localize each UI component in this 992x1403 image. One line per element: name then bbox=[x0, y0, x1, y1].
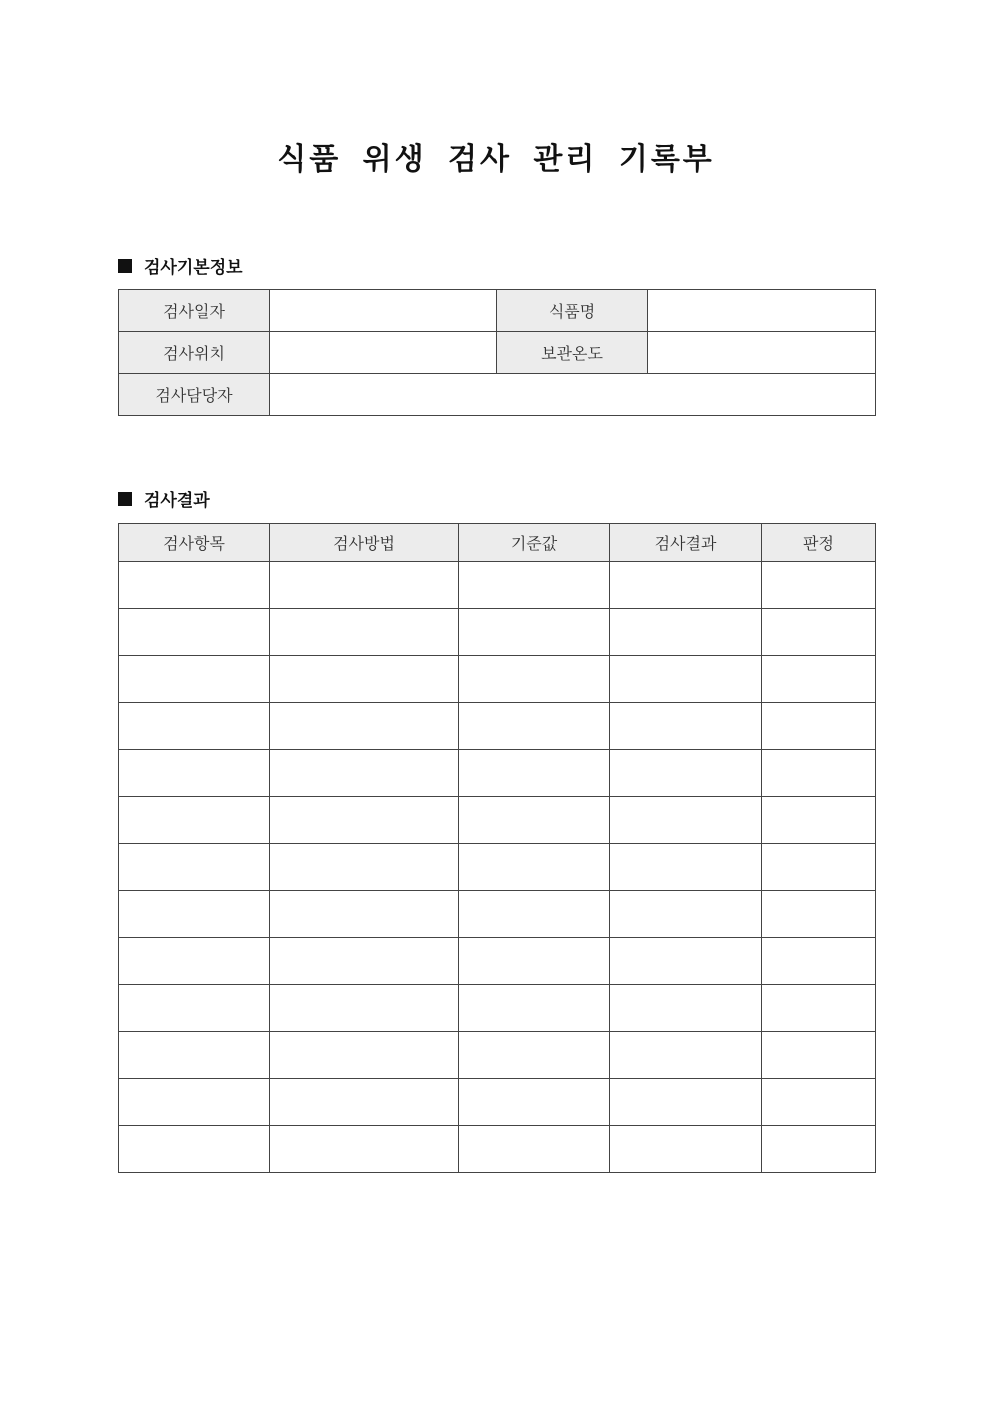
method-cell[interactable] bbox=[270, 609, 459, 656]
standard-cell[interactable] bbox=[459, 562, 610, 609]
judgment-cell[interactable] bbox=[762, 797, 876, 844]
result-cell[interactable] bbox=[610, 562, 762, 609]
column-header-item: 검사항목 bbox=[119, 524, 270, 562]
result-cell[interactable] bbox=[610, 609, 762, 656]
section-heading-label: 검사기본정보 bbox=[144, 258, 243, 278]
judgment-cell[interactable] bbox=[762, 750, 876, 797]
table-row bbox=[119, 703, 876, 750]
judgment-cell[interactable] bbox=[762, 1079, 876, 1126]
table-row bbox=[119, 562, 876, 609]
method-cell[interactable] bbox=[270, 562, 459, 609]
method-cell[interactable] bbox=[270, 938, 459, 985]
table-row bbox=[119, 938, 876, 985]
method-cell[interactable] bbox=[270, 656, 459, 703]
column-header-judgment: 판정 bbox=[762, 524, 876, 562]
judgment-cell[interactable] bbox=[762, 609, 876, 656]
section-heading-label: 검사결과 bbox=[144, 491, 210, 511]
result-cell[interactable] bbox=[610, 750, 762, 797]
square-bullet-icon bbox=[118, 492, 132, 506]
method-cell[interactable] bbox=[270, 703, 459, 750]
method-cell[interactable] bbox=[270, 797, 459, 844]
item-cell[interactable] bbox=[119, 844, 270, 891]
results-table bbox=[118, 523, 876, 1173]
method-cell[interactable] bbox=[270, 1079, 459, 1126]
table-row bbox=[119, 290, 876, 332]
results-table-body bbox=[119, 562, 876, 1173]
standard-cell[interactable] bbox=[459, 1032, 610, 1079]
table-row bbox=[119, 332, 876, 374]
column-header-standard: 기준값 bbox=[459, 524, 610, 562]
judgment-cell[interactable] bbox=[762, 703, 876, 750]
item-cell[interactable] bbox=[119, 797, 270, 844]
table-row bbox=[119, 1079, 876, 1126]
judgment-cell[interactable] bbox=[762, 1126, 876, 1173]
result-cell[interactable] bbox=[610, 703, 762, 750]
result-cell[interactable] bbox=[610, 985, 762, 1032]
result-cell[interactable] bbox=[610, 891, 762, 938]
standard-cell[interactable] bbox=[459, 703, 610, 750]
judgment-cell[interactable] bbox=[762, 1032, 876, 1079]
standard-cell[interactable] bbox=[459, 1126, 610, 1173]
table-row bbox=[119, 844, 876, 891]
standard-cell[interactable] bbox=[459, 891, 610, 938]
method-cell[interactable] bbox=[270, 1032, 459, 1079]
table-row bbox=[119, 985, 876, 1032]
inspection-location-field[interactable] bbox=[270, 332, 497, 374]
result-cell[interactable] bbox=[610, 656, 762, 703]
standard-cell[interactable] bbox=[459, 609, 610, 656]
item-cell[interactable] bbox=[119, 562, 270, 609]
judgment-cell[interactable] bbox=[762, 891, 876, 938]
table-row bbox=[119, 797, 876, 844]
judgment-cell[interactable] bbox=[762, 985, 876, 1032]
standard-cell[interactable] bbox=[459, 797, 610, 844]
standard-cell[interactable] bbox=[459, 656, 610, 703]
table-row bbox=[119, 609, 876, 656]
item-cell[interactable] bbox=[119, 1032, 270, 1079]
column-header-method: 검사방법 bbox=[270, 524, 459, 562]
method-cell[interactable] bbox=[270, 891, 459, 938]
item-cell[interactable] bbox=[119, 656, 270, 703]
result-cell[interactable] bbox=[610, 797, 762, 844]
food-name-label: 식품명 bbox=[497, 290, 648, 332]
storage-temp-label: 보관온도 bbox=[497, 332, 648, 374]
method-cell[interactable] bbox=[270, 844, 459, 891]
column-header-result: 검사결과 bbox=[610, 524, 762, 562]
food-name-field[interactable] bbox=[648, 290, 876, 332]
judgment-cell[interactable] bbox=[762, 562, 876, 609]
method-cell[interactable] bbox=[270, 750, 459, 797]
item-cell[interactable] bbox=[119, 1126, 270, 1173]
inspection-location-label: 검사위치 bbox=[119, 332, 270, 374]
judgment-cell[interactable] bbox=[762, 938, 876, 985]
result-cell[interactable] bbox=[610, 938, 762, 985]
table-row bbox=[119, 374, 876, 416]
table-header-row bbox=[119, 524, 876, 562]
table-row bbox=[119, 656, 876, 703]
document-title: 식품 위생 검사 관리 기록부 bbox=[277, 142, 715, 177]
method-cell[interactable] bbox=[270, 1126, 459, 1173]
item-cell[interactable] bbox=[119, 750, 270, 797]
table-row bbox=[119, 1032, 876, 1079]
basic-info-table bbox=[118, 289, 876, 416]
standard-cell[interactable] bbox=[459, 844, 610, 891]
table-row bbox=[119, 1126, 876, 1173]
inspection-date-field[interactable] bbox=[270, 290, 497, 332]
storage-temp-field[interactable] bbox=[648, 332, 876, 374]
inspector-field[interactable] bbox=[270, 374, 876, 416]
standard-cell[interactable] bbox=[459, 985, 610, 1032]
result-cell[interactable] bbox=[610, 1032, 762, 1079]
item-cell[interactable] bbox=[119, 703, 270, 750]
result-cell[interactable] bbox=[610, 1126, 762, 1173]
item-cell[interactable] bbox=[119, 891, 270, 938]
standard-cell[interactable] bbox=[459, 1079, 610, 1126]
result-cell[interactable] bbox=[610, 1079, 762, 1126]
square-bullet-icon bbox=[118, 259, 132, 273]
table-row bbox=[119, 891, 876, 938]
result-cell[interactable] bbox=[610, 844, 762, 891]
item-cell[interactable] bbox=[119, 1079, 270, 1126]
standard-cell[interactable] bbox=[459, 750, 610, 797]
inspector-label: 검사담당자 bbox=[119, 374, 270, 416]
method-cell[interactable] bbox=[270, 985, 459, 1032]
item-cell[interactable] bbox=[119, 609, 270, 656]
inspection-date-label: 검사일자 bbox=[119, 290, 270, 332]
section-heading-basic-info bbox=[118, 253, 243, 278]
item-cell[interactable] bbox=[119, 938, 270, 985]
judgment-cell[interactable] bbox=[762, 656, 876, 703]
section-heading-results bbox=[118, 486, 210, 511]
judgment-cell[interactable] bbox=[762, 844, 876, 891]
table-row bbox=[119, 750, 876, 797]
item-cell[interactable] bbox=[119, 985, 270, 1032]
standard-cell[interactable] bbox=[459, 938, 610, 985]
